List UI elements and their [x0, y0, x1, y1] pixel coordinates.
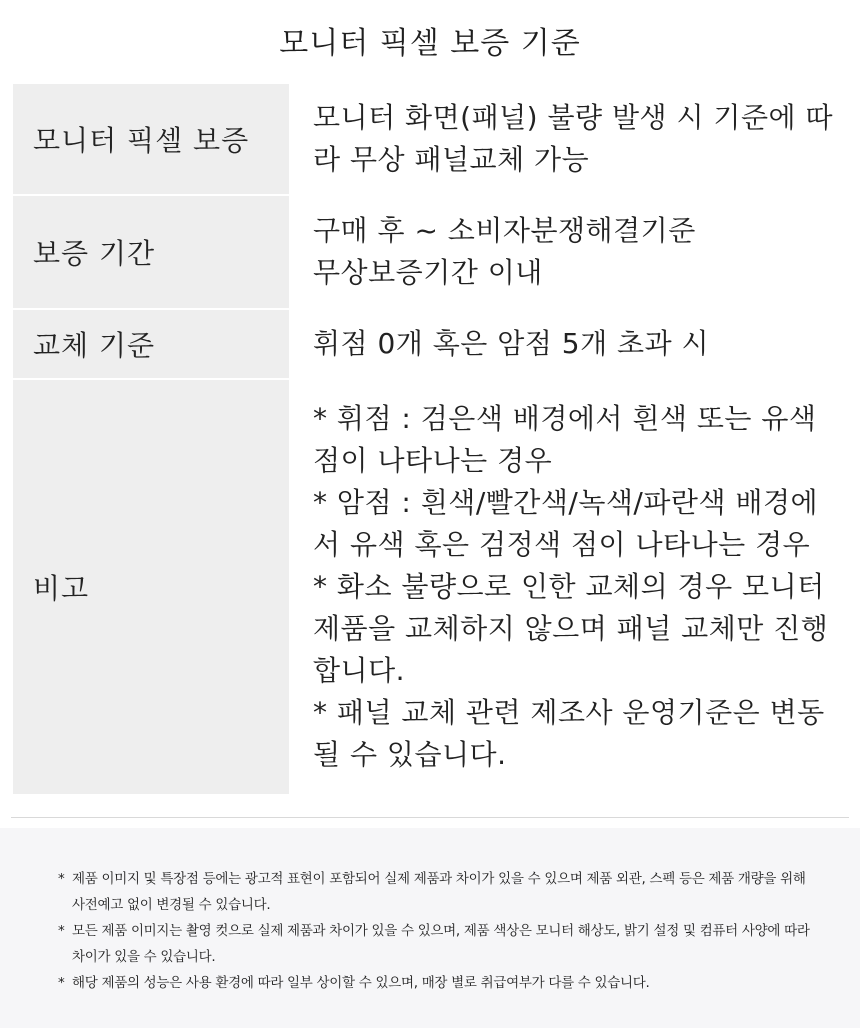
remark-panel-replacement: * 화소 불량으로 인한 교체의 경우 모니터 제품을 교체하지 않으며 패널 교체만 진행합니다. — [313, 570, 829, 687]
divider — [11, 817, 849, 818]
notice-item — [58, 866, 820, 918]
remark-bright-dot: * 휘점 : 검은색 배경에서 흰색 또는 유색 점이 나타나는 경우 — [313, 402, 817, 477]
warranty-spec-table — [11, 82, 849, 796]
row-label: 교체 기준 — [12, 309, 290, 379]
remark-dark-dot: * 암점 : 흰색/빨간색/녹색/파란색 배경에서 유색 혹은 검정색 점이 나타나는 경우 — [313, 486, 819, 561]
remark-policy-change: * 패널 교체 관련 제조사 운영기준은 변동될 수 있습니다. — [313, 696, 825, 771]
value-text: 모니터 화면(패널) 불량 발생 시 기준에 따라 무상 패널교체 가능 — [313, 101, 834, 176]
notice-text: 해당 제품의 성능은 사용 환경에 따라 일부 상이할 수 있으며, 매장 별로 취급여부가 다를 수 있습니다. — [72, 975, 650, 991]
asterisk-icon: * — [58, 975, 65, 991]
row-value — [290, 379, 848, 795]
row-value — [290, 83, 848, 195]
table-row — [12, 195, 848, 309]
notice-text: 제품 이미지 및 특장점 등에는 광고적 표현이 포함되어 실제 제품과 차이가 있을 수 있으며 제품 외관, 스펙 등은 제품 개량을 위해 사전예고 없이 변경될 수 있습니다. — [72, 871, 806, 913]
row-label: 모니터 픽셀 보증 — [12, 83, 290, 195]
table-row — [12, 83, 848, 195]
row-value — [290, 309, 848, 379]
table-row — [12, 309, 848, 379]
value-text: 구매 후 ~ 소비자분쟁해결기준 — [313, 214, 696, 247]
value-text: 휘점 0개 혹은 암점 5개 초과 시 — [313, 327, 710, 360]
notice-item — [58, 970, 820, 996]
notice-text: 모든 제품 이미지는 촬영 컷으로 실제 제품과 차이가 있을 수 있으며, 제품 색상은 모니터 해상도, 밝기 설정 및 컴퓨터 사양에 따라 차이가 있을 수 있습니다. — [72, 923, 810, 965]
notice-box — [0, 828, 860, 1028]
table-row — [12, 379, 848, 795]
row-value — [290, 195, 848, 309]
notice-item — [58, 918, 820, 970]
value-text: 무상보증기간 이내 — [313, 256, 543, 289]
page-title: 모니터 픽셀 보증 기준 — [279, 26, 581, 61]
row-label: 보증 기간 — [12, 195, 290, 309]
asterisk-icon: * — [58, 871, 65, 887]
row-label: 비고 — [12, 379, 290, 795]
asterisk-icon: * — [58, 923, 65, 939]
